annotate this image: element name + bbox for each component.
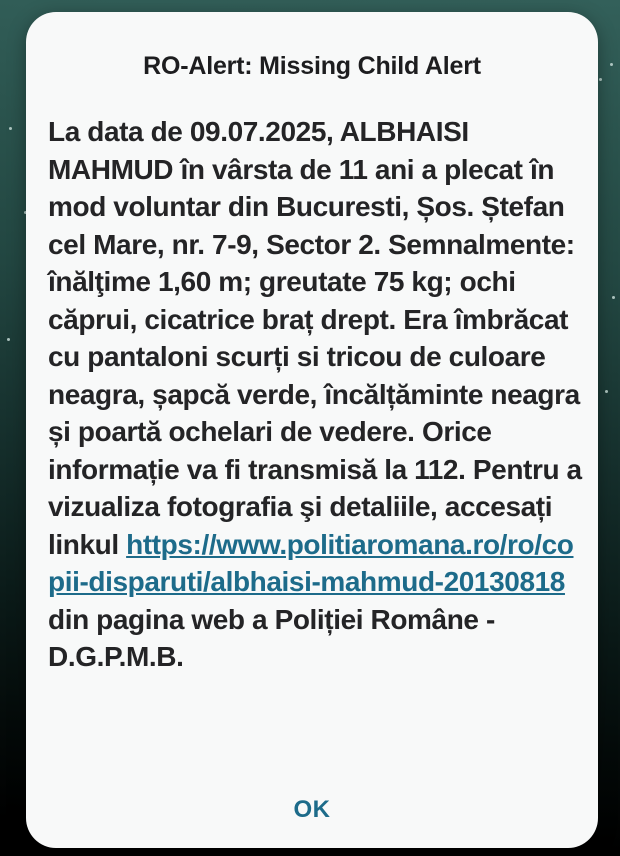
alert-message-text-before: La data de 09.07.2025, ALBHAISI MAHMUD în vârsta de 11 ani a plecat în mod voluntar din Bucuresti, Șos. Ștefan cel Mare, nr. 7-9, Sector 2. Semnalmente: înălţime 1,60 m; greutate 75 kg; ochi căprui, cicatrice braț drept. Era îmbrăcat cu pantaloni scurți si tricou de culoare neagra, șapcă verde, încălțăminte neagra și poartă ochelari de vedere. Orice informație va fi transmisă la 112. Pentru a vizualiza fotografia şi detaliile, accesați linkul — [48, 116, 582, 560]
dialog-button-row — [26, 788, 598, 832]
wallpaper-star-dot — [612, 296, 615, 299]
wallpaper-star-dot — [9, 127, 12, 130]
ro-alert-dialog — [26, 12, 598, 848]
wallpaper-star-dot — [7, 338, 10, 341]
alert-message — [48, 113, 582, 676]
ok-button[interactable]: OK — [254, 788, 371, 832]
alert-link[interactable]: https://www.politiaromana.ro/ro/copii-disparuti/albhaisi-mahmud-20130818 — [48, 528, 574, 597]
alert-message-text-after: din pagina web a Poliției Române - D.G.P.M.B. — [48, 603, 495, 672]
wallpaper-star-dot — [599, 78, 602, 81]
alert-title: RO-Alert: Missing Child Alert — [143, 52, 481, 80]
wallpaper-star-dot — [610, 63, 613, 66]
wallpaper-star-dot — [605, 390, 608, 393]
